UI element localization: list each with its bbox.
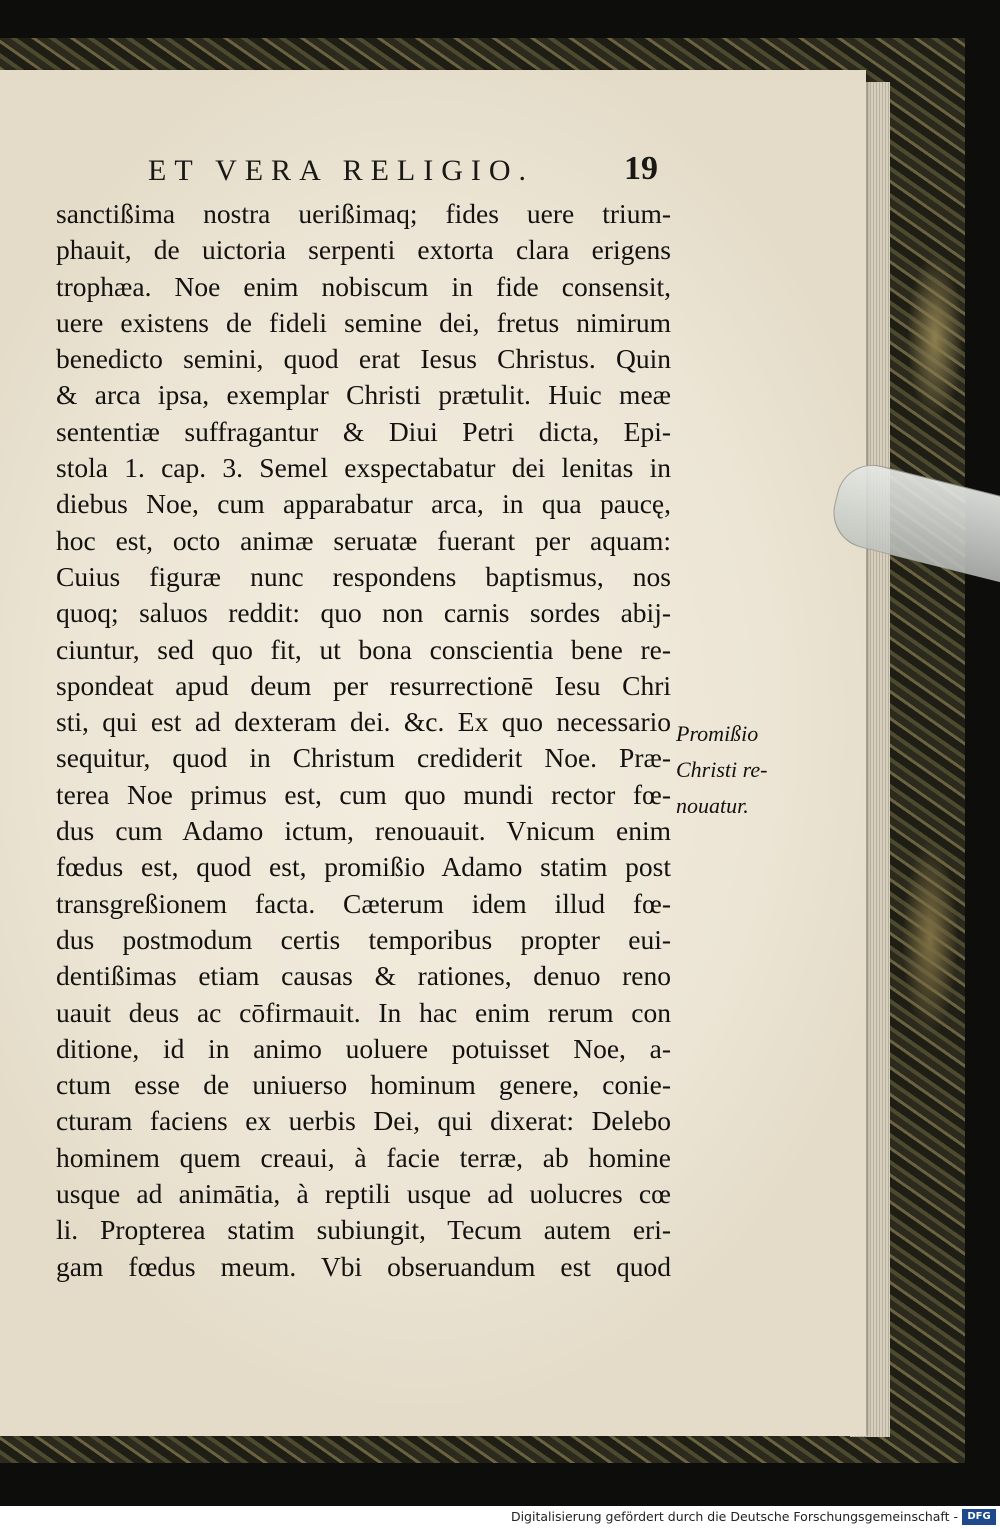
text-line: cturam faciens ex uerbis Dei, qui dixerat: Delebo: [56, 1105, 671, 1137]
text-line: ctum esse de uniuerso hominum genere, conie-: [56, 1069, 671, 1101]
text-line: spondeat apud deum per resurrectionē Iesu Chri: [56, 669, 671, 701]
running-head: ET VERA RELIGIO.: [148, 154, 535, 187]
page-number: 19: [624, 150, 658, 187]
text-line: sententiæ suffragantur & Diui Petri dicta, Epi-: [56, 415, 671, 447]
text-line: hoc est, octo animæ seruatæ fuerant per aquam:: [56, 524, 671, 556]
margin-note-line: nouatur.: [676, 793, 749, 818]
text-line: sequitur, quod in Christum crediderit Noe. Præ-: [56, 742, 671, 774]
body-text: [56, 196, 671, 1285]
text-line: transgreßionem facta. Cæterum idem illud fœ-: [56, 887, 671, 919]
text-line: fœdus est, quod est, promißio Adamo statim post: [56, 851, 671, 883]
margin-note-line: Promißio: [676, 721, 759, 746]
text-line: dus cum Adamo ictum, renouauit. Vnicum enim: [56, 815, 671, 847]
text-line: quoq; saluos reddit: quo non carnis sordes abij-: [56, 597, 671, 629]
text-line: uauit deus ac cōfirmauit. In hac enim rerum con: [56, 996, 671, 1028]
text-line: usque ad animātia, à reptili usque ad uolucres cœ: [56, 1178, 671, 1210]
text-line: sanctißima nostra uerißimaq; fides uere trium-: [56, 198, 671, 229]
text-line: phauit, de uictoria serpenti extorta clara erigens: [56, 234, 671, 266]
text-line: benedicto semini, quod erat Iesus Christus. Quin: [56, 343, 671, 375]
text-line: uere existens de fideli semine dei, fretus nimirum: [56, 306, 671, 338]
page-header: [148, 150, 658, 192]
text-line: terea Noe primus est, cum quo mundi rector fœ-: [56, 778, 671, 810]
text-line: ditione, id in animo uoluere potuisset Noe, a-: [56, 1032, 671, 1064]
text-line: hominem quem creaui, à facie terræ, ab homine: [56, 1141, 671, 1173]
text-line: dus postmodum certis temporibus propter eui-: [56, 923, 671, 955]
text-line: li. Propterea statim subiungit, Tecum autem eri-: [56, 1214, 671, 1246]
text-line: sti, qui est ad dexteram dei. &c. Ex quo necessario: [56, 706, 671, 738]
text-line: trophæa. Noe enim nobiscum in fide consensit,: [56, 270, 671, 302]
funding-notice: Digitalisierung gefördert durch die Deutsche Forschungsgemeinschaft -: [510, 1509, 958, 1524]
bleed-through-mark: [680, 450, 790, 510]
dfg-logo: DFG: [962, 1509, 996, 1525]
text-line: dentißimas etiam causas & rationes, denuo reno: [56, 960, 671, 992]
margin-note-line: Christi re-: [676, 757, 768, 782]
text-line: stola 1. cap. 3. Semel exspectabatur dei lenitas in: [56, 452, 671, 484]
text-line: gam fœdus meum. Vbi obseruandum est quod: [56, 1250, 671, 1282]
text-line: diebus Noe, cum apparabatur arca, in qua paucę,: [56, 488, 671, 520]
text-line: ciuntur, sed quo fit, ut bona conscientia bene re-: [56, 633, 671, 665]
margin-note: [676, 716, 806, 824]
footer-bar: [0, 1506, 1000, 1529]
text-line: & arca ipsa, exemplar Christi prætulit. Huic meæ: [56, 379, 671, 411]
text-line: Cuius figuræ nunc respondens baptismus, nos: [56, 560, 671, 592]
